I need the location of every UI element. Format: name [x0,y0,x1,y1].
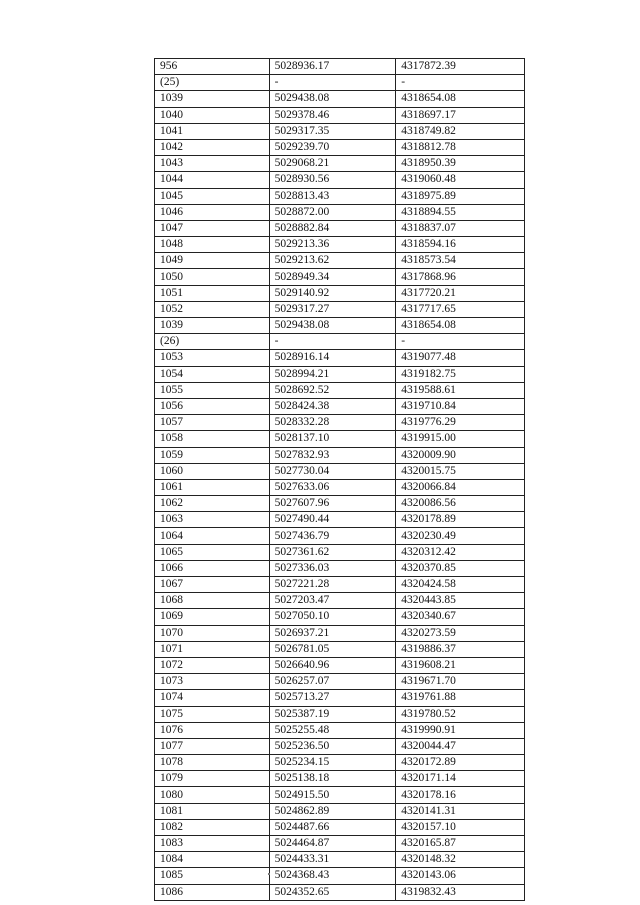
y-coordinate-cell: 4320044.47 [396,738,525,754]
x-coordinate-cell: 5024487.66 [269,819,396,835]
y-coordinate-cell: 4319915.00 [396,431,525,447]
table-row [155,220,525,236]
point-id-cell: 1050 [155,269,270,285]
y-coordinate-cell: 4320424.58 [396,577,525,593]
table-row [155,188,525,204]
y-coordinate-cell: 4320157.10 [396,819,525,835]
x-coordinate-cell: 5025138.18 [269,771,396,787]
y-coordinate-cell: 4319990.91 [396,722,525,738]
point-id-cell: 1059 [155,447,270,463]
y-coordinate-cell: 4317868.96 [396,269,525,285]
point-id-cell: 1049 [155,253,270,269]
y-coordinate-cell: 4318573.54 [396,253,525,269]
y-coordinate-cell: 4317872.39 [396,59,525,75]
x-coordinate-cell: 5024464.87 [269,836,396,852]
table-row [155,690,525,706]
x-coordinate-cell: 5026781.05 [269,641,396,657]
point-id-cell: 1074 [155,690,270,706]
y-coordinate-cell: 4318812.78 [396,139,525,155]
point-id-cell: 1072 [155,657,270,673]
point-id-cell: 1078 [155,755,270,771]
table-row [155,625,525,641]
y-coordinate-cell: - [396,334,525,350]
y-coordinate-cell: 4319886.37 [396,641,525,657]
y-coordinate-cell: 4320178.89 [396,512,525,528]
x-coordinate-cell: 5027633.06 [269,479,396,495]
point-id-cell: 1083 [155,836,270,852]
x-coordinate-cell: 5028949.34 [269,269,396,285]
table-row [155,755,525,771]
x-coordinate-cell: 5026640.96 [269,657,396,673]
x-coordinate-cell: 5027336.03 [269,560,396,576]
point-id-cell: 1068 [155,593,270,609]
table-row [155,204,525,220]
x-coordinate-cell: 5029378.46 [269,107,396,123]
table-row [155,868,525,884]
x-coordinate-cell: 5029438.08 [269,91,396,107]
point-id-cell: 1067 [155,577,270,593]
y-coordinate-cell: 4320086.56 [396,496,525,512]
table-row [155,836,525,852]
y-coordinate-cell: 4320370.85 [396,560,525,576]
y-coordinate-cell: 4320273.59 [396,625,525,641]
y-coordinate-cell: 4320143.06 [396,868,525,884]
x-coordinate-cell: 5027436.79 [269,528,396,544]
x-coordinate-cell: 5028916.14 [269,350,396,366]
x-coordinate-cell: 5027730.04 [269,463,396,479]
point-id-cell: 1039 [155,91,270,107]
x-coordinate-cell: 5028994.21 [269,366,396,382]
x-coordinate-cell: 5027607.96 [269,496,396,512]
point-id-cell: 1077 [155,738,270,754]
y-coordinate-cell: 4320171.14 [396,771,525,787]
point-id-cell: 1065 [155,544,270,560]
table-row [155,577,525,593]
y-coordinate-cell: 4318950.39 [396,156,525,172]
table-row [155,787,525,803]
y-coordinate-cell: 4318697.17 [396,107,525,123]
y-coordinate-cell: 4319060.48 [396,172,525,188]
y-coordinate-cell: 4320340.67 [396,609,525,625]
point-id-cell: 1061 [155,479,270,495]
table-row [155,318,525,334]
point-id-cell: 1070 [155,625,270,641]
y-coordinate-cell: 4320312.42 [396,544,525,560]
point-id-cell: 1084 [155,852,270,868]
x-coordinate-cell: 5027490.44 [269,512,396,528]
y-coordinate-cell: 4318837.07 [396,220,525,236]
y-coordinate-cell: 4318594.16 [396,237,525,253]
table-row [155,269,525,285]
table-row [155,237,525,253]
table-row [155,447,525,463]
y-coordinate-cell: - [396,75,525,91]
y-coordinate-cell: 4318749.82 [396,123,525,139]
point-id-cell: 1079 [155,771,270,787]
x-coordinate-cell: 5029068.21 [269,156,396,172]
y-coordinate-cell: 4320066.84 [396,479,525,495]
x-coordinate-cell: 5026257.07 [269,674,396,690]
y-coordinate-cell: 4320172.89 [396,755,525,771]
coordinate-table [154,58,525,901]
y-coordinate-cell: 4319780.52 [396,706,525,722]
x-coordinate-cell: 5027832.93 [269,447,396,463]
table-row [155,75,525,91]
table-row [155,301,525,317]
table-row [155,398,525,414]
y-coordinate-cell: 4319077.48 [396,350,525,366]
table-row [155,852,525,868]
x-coordinate-cell: 5025236.50 [269,738,396,754]
x-coordinate-cell: 5024433.31 [269,852,396,868]
point-id-cell: 956 [155,59,270,75]
point-id-cell: 1060 [155,463,270,479]
x-coordinate-cell: 5024352.65 [269,884,396,900]
table-row [155,593,525,609]
table-row [155,738,525,754]
table-row [155,641,525,657]
x-coordinate-cell: 5024862.89 [269,803,396,819]
point-id-cell: 1063 [155,512,270,528]
x-coordinate-cell: 5024368.43 [269,868,396,884]
y-coordinate-cell: 4318654.08 [396,318,525,334]
point-id-cell: 1048 [155,237,270,253]
table-row [155,722,525,738]
point-id-cell: 1042 [155,139,270,155]
table-row [155,334,525,350]
x-coordinate-cell: 5029438.08 [269,318,396,334]
point-id-cell: (25) [155,75,270,91]
y-coordinate-cell: 4319761.88 [396,690,525,706]
point-id-cell: 1082 [155,819,270,835]
table-row [155,366,525,382]
page-mark [268,873,270,875]
table-row [155,382,525,398]
x-coordinate-cell: 5025234.15 [269,755,396,771]
x-coordinate-cell: 5027361.62 [269,544,396,560]
y-coordinate-cell: 4319671.70 [396,674,525,690]
point-id-cell: 1075 [155,706,270,722]
point-id-cell: 1073 [155,674,270,690]
x-coordinate-cell: 5027050.10 [269,609,396,625]
point-id-cell: 1081 [155,803,270,819]
y-coordinate-cell: 4320230.49 [396,528,525,544]
x-coordinate-cell: 5029140.92 [269,285,396,301]
table-row [155,139,525,155]
point-id-cell: 1086 [155,884,270,900]
table-row [155,706,525,722]
point-id-cell: 1053 [155,350,270,366]
table-row [155,156,525,172]
point-id-cell: 1085 [155,868,270,884]
x-coordinate-cell: 5027203.47 [269,593,396,609]
x-coordinate-cell: 5028936.17 [269,59,396,75]
table-row [155,803,525,819]
table-row [155,463,525,479]
point-id-cell: 1076 [155,722,270,738]
x-coordinate-cell: 5029213.36 [269,237,396,253]
point-id-cell: 1045 [155,188,270,204]
y-coordinate-cell: 4320141.31 [396,803,525,819]
x-coordinate-cell: 5027221.28 [269,577,396,593]
point-id-cell: 1041 [155,123,270,139]
x-coordinate-cell: 5029239.70 [269,139,396,155]
table-row [155,415,525,431]
x-coordinate-cell: - [269,75,396,91]
x-coordinate-cell: 5028882.84 [269,220,396,236]
y-coordinate-cell: 4320148.32 [396,852,525,868]
point-id-cell: 1056 [155,398,270,414]
table-row [155,819,525,835]
x-coordinate-cell: 5029213.62 [269,253,396,269]
point-id-cell: (26) [155,334,270,350]
x-coordinate-cell: 5028813.43 [269,188,396,204]
point-id-cell: 1039 [155,318,270,334]
y-coordinate-cell: 4320443.85 [396,593,525,609]
coordinate-table-body [155,59,525,901]
x-coordinate-cell: 5029317.27 [269,301,396,317]
table-row [155,528,525,544]
x-coordinate-cell: 5024915.50 [269,787,396,803]
table-row [155,657,525,673]
table-row [155,172,525,188]
point-id-cell: 1044 [155,172,270,188]
table-row [155,123,525,139]
y-coordinate-cell: 4319182.75 [396,366,525,382]
point-id-cell: 1046 [155,204,270,220]
y-coordinate-cell: 4320178.16 [396,787,525,803]
table-row [155,350,525,366]
y-coordinate-cell: 4320015.75 [396,463,525,479]
y-coordinate-cell: 4318654.08 [396,91,525,107]
point-id-cell: 1062 [155,496,270,512]
x-coordinate-cell: 5028930.56 [269,172,396,188]
y-coordinate-cell: 4319832.43 [396,884,525,900]
table-row [155,674,525,690]
table-row [155,884,525,900]
point-id-cell: 1071 [155,641,270,657]
x-coordinate-cell: 5025713.27 [269,690,396,706]
point-id-cell: 1055 [155,382,270,398]
table-row [155,253,525,269]
x-coordinate-cell: 5028872.00 [269,204,396,220]
point-id-cell: 1058 [155,431,270,447]
y-coordinate-cell: 4320009.90 [396,447,525,463]
y-coordinate-cell: 4319710.84 [396,398,525,414]
table-row [155,285,525,301]
y-coordinate-cell: 4319608.21 [396,657,525,673]
point-id-cell: 1043 [155,156,270,172]
x-coordinate-cell: 5029317.35 [269,123,396,139]
table-row [155,771,525,787]
x-coordinate-cell: 5028137.10 [269,431,396,447]
x-coordinate-cell: - [269,334,396,350]
y-coordinate-cell: 4319776.29 [396,415,525,431]
x-coordinate-cell: 5028424.38 [269,398,396,414]
y-coordinate-cell: 4317720.21 [396,285,525,301]
table-row [155,107,525,123]
point-id-cell: 1040 [155,107,270,123]
table-row [155,609,525,625]
table-row [155,59,525,75]
point-id-cell: 1080 [155,787,270,803]
table-row [155,512,525,528]
x-coordinate-cell: 5026937.21 [269,625,396,641]
point-id-cell: 1052 [155,301,270,317]
x-coordinate-cell: 5028332.28 [269,415,396,431]
y-coordinate-cell: 4318975.89 [396,188,525,204]
x-coordinate-cell: 5025387.19 [269,706,396,722]
point-id-cell: 1064 [155,528,270,544]
point-id-cell: 1051 [155,285,270,301]
point-id-cell: 1054 [155,366,270,382]
table-row [155,496,525,512]
y-coordinate-cell: 4317717.65 [396,301,525,317]
table-row [155,91,525,107]
table-row [155,479,525,495]
point-id-cell: 1047 [155,220,270,236]
table-row [155,544,525,560]
y-coordinate-cell: 4318894.55 [396,204,525,220]
point-id-cell: 1057 [155,415,270,431]
point-id-cell: 1069 [155,609,270,625]
table-row [155,431,525,447]
x-coordinate-cell: 5028692.52 [269,382,396,398]
y-coordinate-cell: 4320165.87 [396,836,525,852]
x-coordinate-cell: 5025255.48 [269,722,396,738]
table-row [155,560,525,576]
y-coordinate-cell: 4319588.61 [396,382,525,398]
point-id-cell: 1066 [155,560,270,576]
